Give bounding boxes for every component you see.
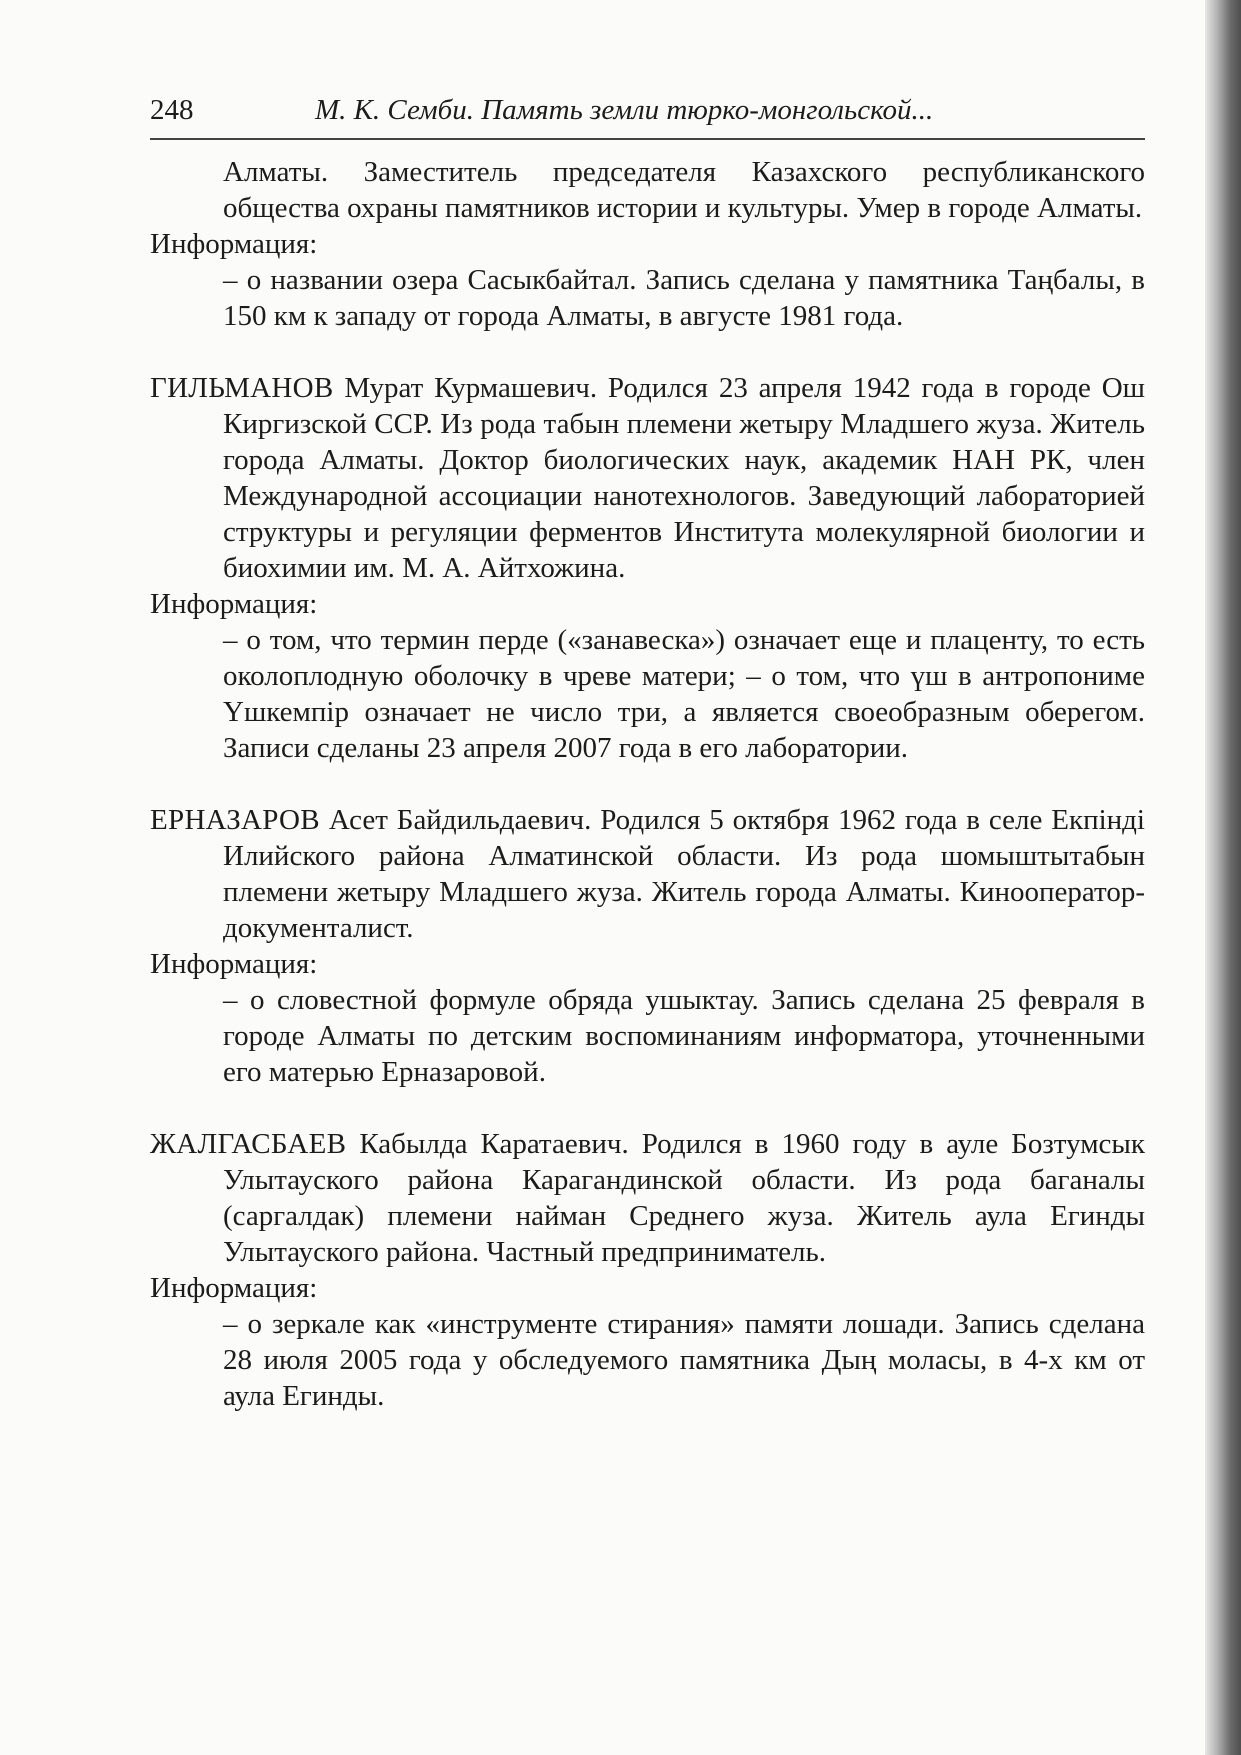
entry-bio (150, 1126, 1145, 1270)
page-content (150, 92, 1145, 1414)
entry-surname: ЖАЛГАСБАЕВ (150, 1128, 347, 1160)
info-text: – о словестной формуле обряда ушыктау. Запись сделана 25 февраля в городе Алматы по детским воспоминаниям информатора, уточненными его матерью Ерназаровой. (223, 984, 1145, 1088)
running-title: М. К. Семби. Память земли тюрко-монгольской... (315, 94, 934, 126)
info-label: Информация: (150, 228, 318, 260)
entry-bio-text: Кабылда Каратаевич. Родился в 1960 году в ауле Бозтумсык Улытауского района Карагандинской области. Из рода баганалы (саргалдак) племени найман Среднего жуза. Житель аула Егинды Улытауского района. Частный предприниматель. (223, 1128, 1145, 1268)
book-binding-shadow (1205, 0, 1241, 1755)
page-number: 248 (150, 94, 194, 126)
info-label: Информация: (150, 1272, 318, 1304)
info-text: – о названии озера Сасыкбайтал. Запись сделана у памятника Таңбалы, в 150 км к западу от города Алматы, в августе 1981 года. (223, 264, 1145, 332)
entry-gilmanov (150, 370, 1145, 766)
entry-zhalgasbaev (150, 1126, 1145, 1414)
entry-bio-text: Асет Байдильдаевич. Родился 5 октября 1962 года в селе Екпінді Илийского района Алматинской области. Из рода шомыштытабын племени жетыру Младшего жуза. Житель города Алматы. Кинооператор-документалист. (223, 804, 1145, 944)
info-text: – о том, что термин перде («занавеска») означает еще и плаценту, то есть околоплодную оболочку в чреве матери; – о том, что үш в антропониме Үшкемпір означает не число три, а является своеобразным оберегом. Записи сделаны 23 апреля 2007 года в его лаборатории. (223, 624, 1145, 764)
info-label: Информация: (150, 588, 318, 620)
entry-bio-text: Мурат Курмашевич. Родился 23 апреля 1942 года в городе Ош Киргизской ССР. Из рода табын племени жетыру Младшего жуза. Житель города Алматы. Доктор биологических наук, академик НАН РК, член Международной ассоциации нанотехнологов. Заведующий лабораторией структуры и регуляции ферментов Института молекулярной биологии и биохимии им. М. А. Айтхожина. (223, 372, 1145, 584)
entry-bio (150, 370, 1145, 586)
continuation-entry (150, 154, 1145, 334)
entry-surname: ЕРНАЗАРОВ (150, 804, 320, 836)
info-text: – о зеркале как «инструменте стирания» памяти лошади. Запись сделана 28 июля 2005 года у обследуемого памятника Дың моласы, в 4-х км от аула Егинды. (223, 1308, 1145, 1412)
entry-bio (150, 802, 1145, 946)
info-label: Информация: (150, 948, 318, 980)
page-header (150, 92, 1145, 140)
entry-bio-continuation: Алматы. Заместитель председателя Казахского республиканского общества охраны памятников истории и культуры. Умер в городе Алматы. (223, 156, 1145, 224)
entry-surname: ГИЛЬМАНОВ (150, 372, 334, 404)
entry-ernazarov (150, 802, 1145, 1090)
